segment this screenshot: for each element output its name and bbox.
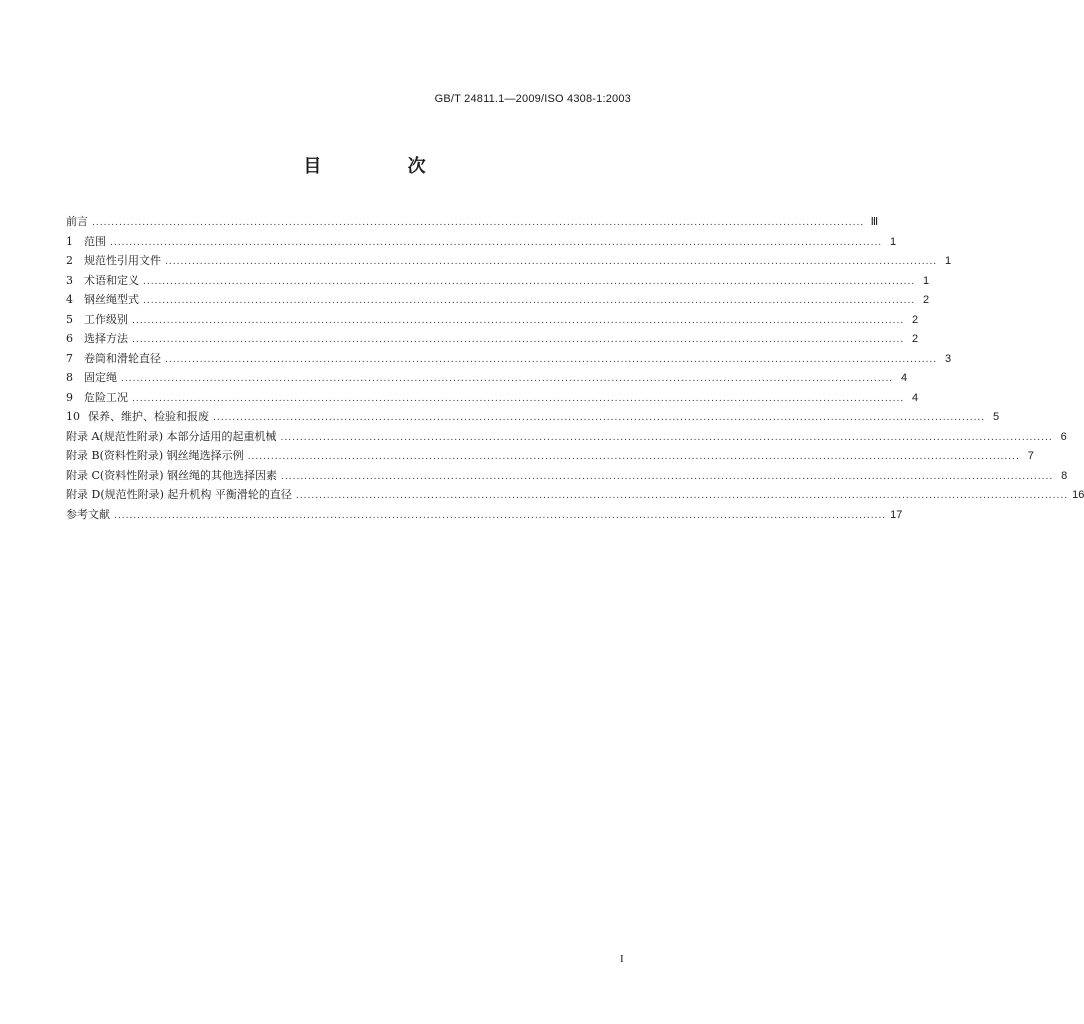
toc-entry-page: 1 — [945, 255, 952, 267]
toc-entry-page: 5 — [993, 411, 1000, 423]
toc-leader-dots: ........................................................................................................................................................................................................ — [132, 315, 905, 326]
table-of-contents — [66, 213, 1084, 525]
toc-entry-page: 4 — [912, 391, 919, 404]
toc-entry-8[interactable] — [66, 369, 908, 389]
toc-entry-label: 4 钢丝绳型式 — [66, 293, 139, 306]
toc-entry-6[interactable] — [66, 330, 919, 350]
toc-entry-label: 前言 — [66, 215, 88, 228]
toc-entry-page: 16 — [1072, 489, 1084, 501]
toc-entry-7[interactable] — [66, 350, 952, 370]
toc-entry-1[interactable] — [66, 233, 897, 253]
toc-leader-dots: ........................................................................................................................................................................................................ — [132, 393, 905, 404]
toc-entry-page: Ⅲ — [870, 216, 879, 228]
toc-entry-page: 6 — [1060, 430, 1067, 443]
toc-entry-label: 3 术语和定义 — [66, 273, 139, 287]
toc-leader-dots: ........................................................................................................................................................................................................ — [92, 218, 865, 228]
standard-number: GB/T 24811.1—2009/ISO 4308-1:2003 — [434, 93, 631, 105]
toc-leader-dots: ........................................................................................................................................................................................................ — [114, 510, 887, 521]
toc-entry-label: 7 卷筒和滑轮直径 — [66, 351, 161, 365]
toc-entry-2[interactable] — [66, 252, 952, 272]
toc-entry-annex-c[interactable] — [66, 467, 1068, 487]
toc-leader-dots: ........................................................................................................................................................................................................ — [132, 335, 905, 345]
toc-entry-page: 4 — [901, 372, 908, 384]
toc-entry-label: 5 工作级别 — [66, 312, 128, 326]
toc-entry-foreword[interactable] — [66, 213, 879, 233]
toc-entry-page: 2 — [923, 294, 930, 306]
toc-entry-label: 附录 D(规范性附录) 起升机构 平衡滑轮的直径 — [66, 488, 292, 501]
toc-leader-dots: ........................................................................................................................................................................................................ — [143, 276, 916, 287]
toc-entry-page: 1 — [890, 235, 897, 248]
toc-entry-label: 2 规范性引用文件 — [66, 254, 161, 267]
toc-entry-label: 8 固定绳 — [66, 371, 117, 384]
toc-leader-dots: ........................................................................................................................................................................................................ — [121, 374, 894, 384]
toc-entry-5[interactable] — [66, 311, 919, 331]
toc-entry-page: 2 — [912, 313, 919, 326]
toc-entry-9[interactable] — [66, 389, 919, 409]
toc-entry-bibliography[interactable] — [66, 506, 903, 526]
toc-entry-10[interactable] — [66, 408, 1000, 428]
toc-entry-label: 1 范围 — [66, 234, 106, 248]
page-number: I — [620, 953, 624, 965]
toc-entry-page: 2 — [912, 333, 919, 345]
toc-entry-label: 附录 A(规范性附录) 本部分适用的起重机械 — [66, 429, 277, 443]
toc-leader-dots: ........................................................................................................................................................................................................ — [143, 296, 916, 306]
toc-entry-label: 10 保养、维护、检验和报废 — [66, 410, 209, 423]
toc-leader-dots: ........................................................................................................................................................................................................ — [295, 491, 1069, 501]
toc-entry-annex-a[interactable] — [66, 428, 1067, 448]
toc-entry-3[interactable] — [66, 272, 930, 292]
toc-leader-dots: ........................................................................................................................................................................................................ — [165, 257, 938, 267]
toc-leader-dots: ........................................................................................................................................................................................................ — [165, 354, 938, 365]
toc-entry-label: 附录 C(资料性附录) 钢丝绳的其他选择因素 — [66, 468, 278, 482]
toc-entry-annex-b[interactable] — [66, 447, 1034, 467]
toc-entry-page: 8 — [1061, 469, 1068, 482]
toc-entry-label: 9 危险工况 — [66, 390, 128, 404]
toc-entry-page: 17 — [890, 508, 903, 521]
toc-entry-4[interactable] — [66, 291, 930, 311]
toc-entry-page: 1 — [923, 274, 930, 287]
toc-entry-page: 3 — [945, 352, 952, 365]
toc-entry-label: 参考文献 — [66, 507, 110, 521]
toc-leader-dots: ........................................................................................................................................................................................................ — [110, 237, 883, 248]
toc-entry-annex-d[interactable] — [66, 486, 1084, 506]
toc-entry-label: 附录 B(资料性附录) 钢丝绳选择示例 — [66, 449, 244, 462]
toc-leader-dots: ........................................................................................................................................................................................................ — [247, 452, 1020, 462]
toc-leader-dots: ........................................................................................................................................................................................................ — [281, 471, 1054, 482]
page-title: 目 次 — [303, 156, 466, 177]
toc-entry-label: 6 选择方法 — [66, 332, 128, 345]
toc-leader-dots: ........................................................................................................................................................................................................ — [213, 413, 986, 423]
toc-leader-dots: ........................................................................................................................................................................................................ — [280, 432, 1053, 443]
toc-entry-page: 7 — [1027, 450, 1034, 462]
